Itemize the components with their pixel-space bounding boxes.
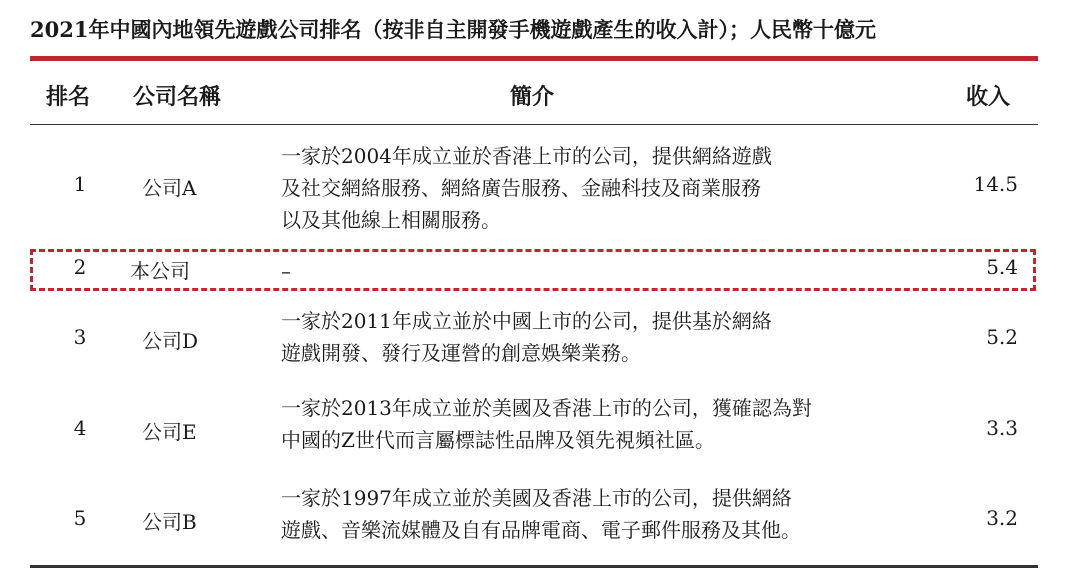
description-line: 一家於1997年成立並於美國及香港上市的公司，提供網絡 [281,486,792,510]
header-revenue: 收入 [966,84,1011,110]
row-rank: 2 [73,255,87,279]
row-company: 本公司 [130,259,190,283]
table-row [30,482,1038,550]
row-company: 公司B [142,510,197,534]
row-company: 公司D [142,329,199,353]
row-rank: 1 [73,172,87,196]
row-company: 公司E [142,420,197,444]
title-rule [30,56,1038,61]
description-line: 一家於2004年成立並於香港上市的公司，提供網絡遊戲 [281,144,772,168]
header-rule [30,124,1038,125]
description-line: 一家於2013年成立並於美國及香港上市的公司，獲確認為對 [281,396,812,420]
row-description [281,255,291,287]
row-revenue: 14.5 [973,172,1018,196]
header-company: 公司名稱 [133,84,222,110]
description-line: 遊戲、音樂流媒體及自有品牌電商、電子郵件服務及其他。 [281,518,801,542]
row-revenue: 5.2 [986,325,1018,349]
table-row [30,255,1038,287]
table-row [30,392,1038,460]
row-description [281,392,812,456]
description-line: 中國的Z世代而言屬標誌性品牌及領先視頻社區。 [281,428,715,452]
table-row [30,305,1038,373]
row-description [281,305,772,369]
row-rank: 4 [73,416,87,440]
row-revenue: 5.4 [986,255,1018,279]
table-row [30,140,1038,240]
row-rank: 5 [73,506,87,530]
header-description: 簡介 [510,84,555,110]
description-line: – [281,259,291,283]
description-line: 及社交網絡服務、網絡廣告服務、金融科技及商業服務 [281,176,761,200]
description-line: 一家於2011年成立並於中國上市的公司，提供基於網絡 [281,309,772,333]
row-rank: 3 [73,325,87,349]
row-description [281,482,801,546]
row-revenue: 3.3 [986,416,1018,440]
row-description [281,140,772,236]
description-line: 遊戲開發、發行及運營的創意娛樂業務。 [281,341,641,365]
description-line: 以及其他線上相關服務。 [281,208,501,232]
row-revenue: 3.2 [986,506,1018,530]
row-company: 公司A [142,176,197,200]
header-rank: 排名 [46,84,91,110]
bottom-rule [30,565,1038,568]
table-title: 2021年中國內地領先遊戲公司排名（按非自主開發手機遊戲產生的收入計）；人民幣十億元 [30,17,876,42]
